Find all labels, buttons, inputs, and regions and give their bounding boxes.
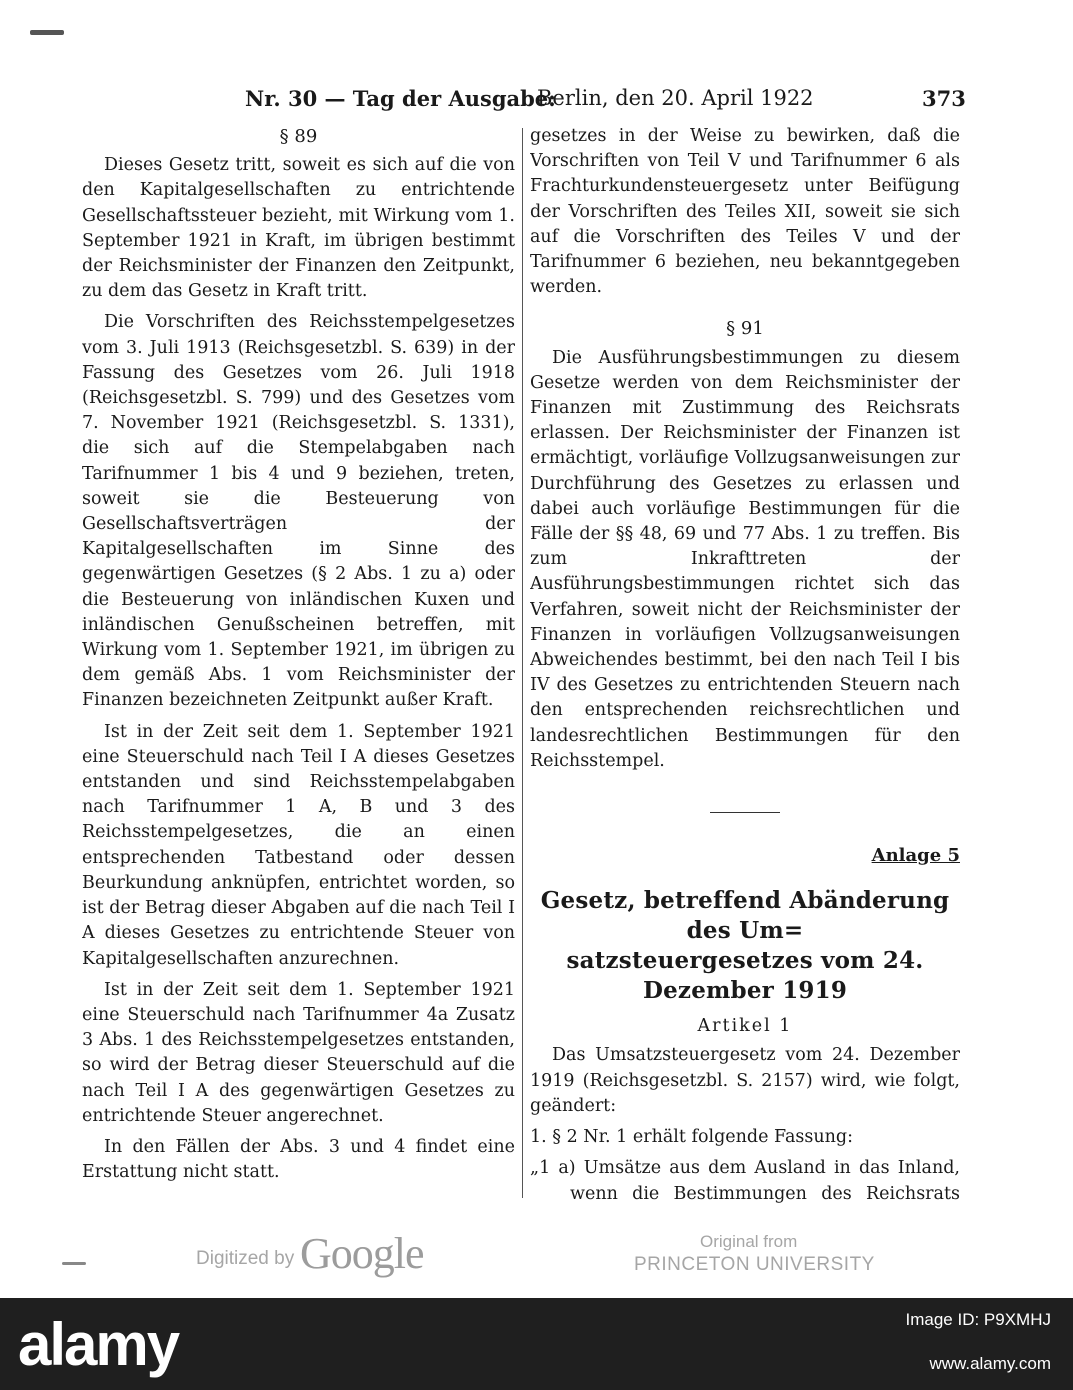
law-title-line-1: Gesetz, betreffend Abänderung des Um= xyxy=(540,887,950,945)
section-89-paragraph-1: Dieses Gesetz tritt, soweit es sich auf die von den Kapitalgesellschaften zu entrichtende Gesellschaftssteuer bezieht, mit Wirkung vom 1. September 1921 in Kraft, im übrigen bestimmt der Reichsminister der Finanzen den Zeitpunkt, zu dem das Gesetz in Kraft tritt. xyxy=(82,155,515,302)
annex-label: Anlage 5 xyxy=(871,845,960,867)
section-89-paragraph-2: Die Vorschriften des Reichsstempelgesetzes vom 3. Juli 1913 (Reichsgesetzbl. S. 639) in der Fassung des Gesetzes vom 26. Juli 1918 (Reichsgesetzbl. S. 799) und des Gesetzes vom 7. November 1921 (Reichsgesetzbl. S. 1331), die sich auf die Stempelabgaben nach Tarifnummer 1 bis 4 und 9 beziehen, treten, soweit sie die Besteuerung von Gesellschaftsverträgen der Kapitalgesellschaften im Sinne des gegenwärtigen Gesetzes (§ 2 Abs. 1 zu a) oder die Besteuerung von inländischen Kuxen und inländischen Genußscheinen betreffen, mit Wirkung vom 1. September 1921, im übrigen zu dem gemäß Abs. 1 vom Reichsminister der Finanzen bezeichneten Zeitpunkt außer Kraft. xyxy=(82,312,515,711)
image-id: Image ID: P9XMHJ xyxy=(905,1310,1051,1329)
google-logo: Google xyxy=(300,1229,424,1278)
issue-number: Nr. 30 — Tag der Ausgabe: xyxy=(245,86,556,111)
section-89-paragraph-4: Ist in der Zeit seit dem 1. September 1921 eine Steuerschuld nach Tarifnummer 4a Zusatz 3 Abs. 1 des Reichsstempelgesetzes entstanden, so wird der Betrag dieser Steuerschuld auf die nach Teil I A des gegenwärtigen Gesetzes zu entrichtende Steuer angerechnet. xyxy=(82,979,515,1126)
section-91-paragraph-1: Die Ausführungsbestimmungen zu diesem Gesetze werden von dem Reichsminister der Finanzen mit Zustimmung des Reichsrats erlassen. Der Reichsminister der Finanzen ist ermächtigt, vorläufige Vollzugsanweisungen zur Durchführung des Gesetzes zu erlassen und dabei auch vorläufige Bestimmungen für die Fälle der §§ 48, 69 und 77 Abs. 1 zu treffen. Bis zum Inkrafttreten der Ausführungsbestimmungen richtet sich das Verfahren, soweit nicht der Reichsminister der Finanzen in vorläufigen Vollzugsanweisungen Abweichendes bestimmt, bei den nach Teil I bis IV des Gesetzes zu entrichtenden Steuern nach den entsprechenden reichsrechtlichen und landesrechtlichen Bestimmungen für den Reichsstempel. xyxy=(530,347,960,771)
article-heading: Artikel 1 xyxy=(697,1016,793,1037)
section-89-paragraph-5: In den Fällen der Abs. 3 und 4 findet eine Erstattung nicht statt. xyxy=(82,1136,515,1183)
digitized-by-label: Digitized by xyxy=(196,1248,295,1269)
section-separator-rule xyxy=(710,812,780,813)
page-header xyxy=(0,86,1073,118)
article-1-item-1a: „1 a) Umsätze aus dem Ausland in das Inland, wenn die Bestimmungen des Reichsrats xyxy=(530,1158,960,1204)
law-title-line-2: satzsteuergesetzes vom 24. Dezember 1919 xyxy=(566,947,924,1005)
section-89-heading: § 89 xyxy=(279,126,318,147)
original-from-label: Original from xyxy=(700,1232,798,1251)
section-90-continuation: gesetzes in der Weise zu bewirken, daß die Vorschriften von Teil V und Tarifnummer 6 als Frachturkundensteuergesetz unter Beifügung der Vorschriften des Teiles XII, soweit sie sich auf die Vorschriften des Teiles V und der Tarifnummer 6 beziehen, neu bekanntgegeben werden. xyxy=(530,126,960,298)
stock-banner xyxy=(0,1298,1073,1390)
section-89-paragraph-3: Ist in der Zeit seit dem 1. September 1921 eine Steuerschuld nach Teil I A dieses Gesetzes entstanden und sind Reichsstempelabgaben nach Tarifnummer 1 A, B und 3 des Reichsstempelgesetzes, die an einen entsprechenden Tatbestand oder dessen Beurkundung anknüpfen, entrichtet worden, so ist der Betrag dieser Abgaben auf die nach Teil I A dieses Gesetzes zu entrichtende Steuer von Kapitalgesellschaften anzurechnen. xyxy=(82,721,515,969)
left-column xyxy=(82,124,515,1204)
section-90-heading xyxy=(82,1203,515,1204)
article-1-item-1: 1. § 2 Nr. 1 erhält folgende Fassung: xyxy=(530,1127,854,1148)
issue-date: Berlin, den 20. April 1922 xyxy=(537,86,814,110)
law-title xyxy=(530,886,960,1006)
right-column xyxy=(530,124,960,1204)
institution-name: PRINCETON UNIVERSITY xyxy=(634,1254,875,1275)
article-1-paragraph: Das Umsatzsteuergesetz vom 24. Dezember 1919 (Reichsgesetzbl. S. 2157) wird, wie folgt, geändert: xyxy=(530,1045,960,1116)
site-url: www.alamy.com xyxy=(929,1354,1051,1373)
section-91-heading: § 91 xyxy=(726,318,764,340)
scan-smudge xyxy=(30,30,64,35)
page-number: 373 xyxy=(922,86,966,111)
digitization-footer xyxy=(0,1228,1073,1288)
alamy-logo: alamy xyxy=(18,1311,179,1378)
column-divider xyxy=(522,128,523,1198)
